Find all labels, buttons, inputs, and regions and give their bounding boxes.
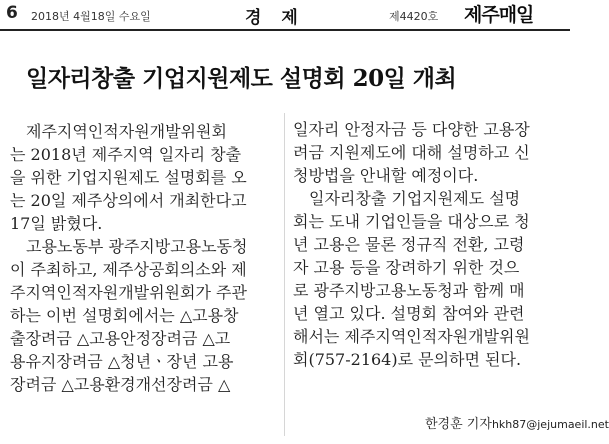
text-line: 고용노동부 광주지방고용노동청 [10, 237, 248, 256]
text-line: 제주지역인적자원개발위원회 [10, 122, 227, 141]
text-line: 장려금 △고용환경개선장려금 △ [10, 375, 231, 394]
column-divider [284, 113, 285, 436]
text-line: 는 20일 제주상의에서 개최한다고 [10, 191, 247, 210]
text-line: 년 열고 있다. 설명회 참여와 관련 [293, 304, 525, 323]
text-line: 17일 밝혔다. [10, 214, 103, 233]
text-line: 회는 도내 기업인들을 대상으로 청 [293, 212, 530, 231]
text-line: 일자리창출 기업지원제도 설명 [293, 189, 521, 208]
text-line: 년 고용은 물론 정규직 전환, 고령 [293, 235, 525, 254]
article-headline: 일자리창출 기업지원제도 설명회 20일 개최 [26, 65, 457, 92]
article-column-left [10, 120, 278, 396]
text-line: 주지역인적자원개발위원회가 주관 [10, 283, 247, 302]
text-line: 용유지장려금 △청년ㆍ장년 고용 [10, 352, 234, 371]
issue-number: 제4420호 [389, 10, 439, 23]
text-line: 일자리 안정자금 등 다양한 고용장 [293, 120, 530, 139]
page-header [0, 0, 570, 31]
header-rule [0, 29, 570, 31]
newspaper-logo: 제주매일 [464, 4, 534, 26]
byline [425, 413, 609, 433]
text-line: 는 2018년 제주지역 일자리 창출 [10, 145, 242, 164]
page-number: 6 [6, 3, 18, 23]
section-title: 경 제 [245, 8, 305, 28]
text-line: 려금 지원제도에 대해 설명하고 신 [293, 143, 530, 162]
text-line: 자 고용 등을 장려하기 위한 것으 [293, 258, 520, 277]
byline-author: 한경훈 기자 [425, 417, 492, 432]
text-line: 출장려금 △고용안정장려금 △고 [10, 329, 231, 348]
text-line: 을 위한 기업지원제도 설명회를 오 [10, 168, 247, 187]
issue-date: 2018년 4월18일 수요일 [31, 10, 151, 23]
text-line: 하는 이번 설명회에서는 △고용창 [10, 306, 239, 325]
text-line: 로 광주지방고용노동청과 함께 매 [293, 281, 525, 300]
article-column-right [293, 118, 561, 371]
text-line: 청방법을 안내할 예정이다. [293, 166, 479, 185]
text-line: 이 주최하고, 제주상공회의소와 제 [10, 260, 247, 279]
byline-email[interactable]: hkh87@jejumaeil.net [491, 418, 609, 431]
text-line: 회(757-2164)로 문의하면 된다. [293, 350, 522, 369]
text-line: 해서는 제주지역인적자원개발위원 [293, 327, 530, 346]
